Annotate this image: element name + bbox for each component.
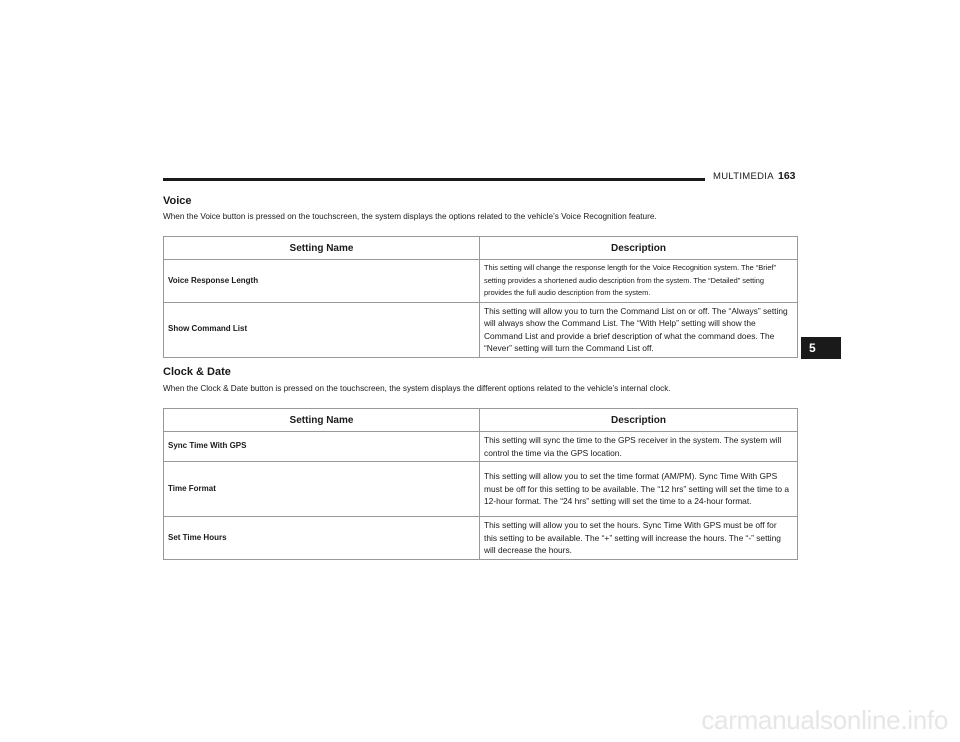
table-row — [164, 462, 798, 517]
voice-intro: When the Voice button is pressed on the touchscreen, the system displays the options related to the vehicle’s Voice Recognition feature. — [163, 212, 657, 221]
setting-name: Sync Time With GPS — [164, 432, 480, 462]
setting-name: Voice Response Length — [164, 260, 480, 303]
clock-settings-table — [163, 408, 798, 560]
voice-section-title: Voice — [163, 195, 192, 207]
page-number: 163 — [778, 170, 796, 182]
table-header-row — [164, 409, 798, 432]
voice-settings-table — [163, 236, 798, 358]
setting-description: This setting will sync the time to the GPS receiver in the system. The system will control the time via the GPS location. — [480, 432, 798, 462]
chapter-tab: 5 — [801, 337, 841, 359]
setting-name: Show Command List — [164, 302, 480, 357]
clock-section-title: Clock & Date — [163, 366, 231, 378]
setting-description: This setting will allow you to turn the Command List on or off. The “Always” setting will always show the Command List. The “With Help” setting will show the Command List and provide a brief description of what the command does. The “Never” setting will turn the Command List off. — [480, 302, 798, 357]
clock-intro: When the Clock & Date button is pressed on the touchscreen, the system displays the different options related to the vehicle’s internal clock. — [163, 384, 671, 393]
table-row — [164, 432, 798, 462]
table-row — [164, 517, 798, 560]
header-section-title: MULTIMEDIA — [713, 171, 774, 182]
table-row — [164, 260, 798, 303]
column-header-setting-name: Setting Name — [164, 237, 480, 260]
header-rule — [163, 178, 705, 181]
table-row — [164, 302, 798, 357]
setting-name: Set Time Hours — [164, 517, 480, 560]
column-header-description: Description — [480, 237, 798, 260]
column-header-description: Description — [480, 409, 798, 432]
setting-description: This setting will allow you to set the time format (AM/PM). Sync Time With GPS must be off for this setting to be available. The “12 hrs” setting will set the time to a 12-hour format. The “24 hrs” setting will set the time to a 24-hour format. — [480, 462, 798, 517]
watermark: carmanualsonline.info — [701, 705, 948, 735]
setting-description: This setting will change the response length for the Voice Recognition system. The “Brief” setting provides a shortened audio description from the system. The “Detailed” setting provides the full audio description from the system. — [480, 260, 798, 303]
setting-description: This setting will allow you to set the hours. Sync Time With GPS must be off for this setting to be available. The “+” setting will increase the hours. The “-” setting will decrease the hours. — [480, 517, 798, 560]
table-header-row — [164, 237, 798, 260]
setting-name: Time Format — [164, 462, 480, 517]
column-header-setting-name: Setting Name — [164, 409, 480, 432]
